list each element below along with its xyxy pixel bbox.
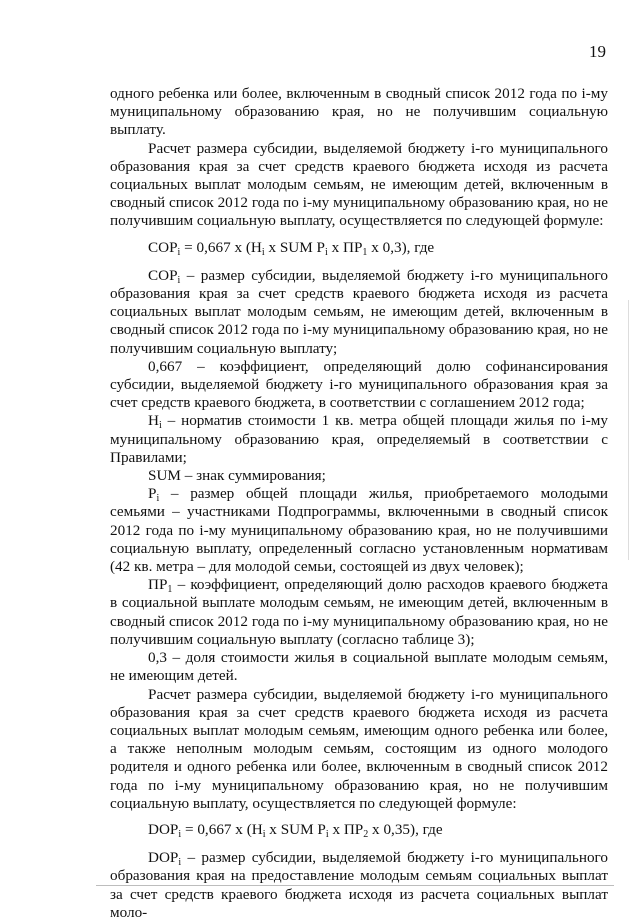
formula-dop — [110, 821, 608, 839]
definition-p — [110, 485, 608, 576]
definition-share: 0,3 – доля стоимости жилья в социальной выплате молодым семьям, не имеющим детей. — [110, 649, 608, 685]
formula-subscript: i — [178, 828, 182, 840]
formula-subscript: 2 — [363, 828, 369, 840]
scan-edge-mark — [628, 300, 629, 560]
definition-subscript: 1 — [167, 584, 173, 596]
formula-subscript: i — [325, 246, 328, 258]
formula-term: DOP — [148, 820, 179, 838]
definition-subscript: i — [156, 493, 160, 505]
definition-subscript: i — [158, 420, 162, 432]
definition-text: – размер общей площади жилья, приобретаемого молодыми семьями – участниками Подпрограммы, включенными в сводный список 2012 года по i-му муниципальному образованию края, но не получившими социальную выплату, определенный согласно установленным нормативам (42 кв. метра – для молодой семьи, состоящей из двух человек); — [110, 485, 608, 576]
paragraph-calculation-intro-1: Расчет размера субсидии, выделяемой бюджету i-го муниципального образования края за счет средств краевого бюджета исходя из расчета социальных выплат молодым семьям, не имеющим детей, включенным в сводный список 2012 года по i-му муниципальному образованию края, но не получившим социальную выплату, осуществляется по следующей формуле: — [110, 139, 608, 230]
formula-cop — [110, 239, 608, 257]
definition-symbol: P — [148, 485, 157, 503]
definition-pr1 — [110, 576, 608, 649]
formula-subscript: i — [177, 246, 181, 258]
paragraph-continuation: одного ребенка или более, включенным в сводный список 2012 года по i-му муниципальному образованию края, но не получившим социальную выплату. — [110, 85, 608, 139]
definition-symbol: DOP — [148, 849, 179, 867]
formula-term: x 0,35), где — [368, 820, 443, 838]
formula-term: x ПР — [327, 238, 363, 256]
page-number: 19 — [589, 42, 606, 61]
definition-text: – размер субсидии, выделяемой бюджету i-го муниципального образования края за счет средств краевого бюджета исходя из расчета социальных выплат молодым семьям, не имеющим детей, включенным в сводный список 2012 года по i-му муниципальному образованию края, но не получившим социальную выплату; — [110, 266, 608, 357]
formula-term: x 0,3), где — [367, 238, 435, 256]
definition-h — [110, 412, 608, 467]
definition-sum: SUM – знак суммирования; — [148, 467, 326, 485]
definition-symbol: ПР — [148, 576, 168, 594]
definition-subscript: i — [178, 857, 182, 869]
formula-term: COP — [148, 238, 178, 256]
formula-term: = 0,667 x (H — [181, 820, 263, 838]
document-body — [110, 85, 608, 922]
definition-symbol: H — [148, 412, 159, 430]
definition-subscript: i — [177, 274, 181, 286]
formula-subscript: 1 — [362, 246, 368, 258]
definition-text: – норматив стоимости 1 кв. метра общей площади жилья по i-му муниципальному образованию края, определяемый в соответствии с Правилами; — [110, 412, 608, 466]
definition-text: – коэффициент, определяющий долю расходов краевого бюджета в социальной выплате молодым семьям, не имеющим детей, включенным в сводный список 2012 года по i-му муниципальному образованию края, но не получившим социальную выплату (согласно таблице 3); — [110, 576, 608, 648]
paragraph-calculation-intro-2: Расчет размера субсидии, выделяемой бюджету i-го муниципального образования края за счет средств краевого бюджета исходя из расчета социальных выплат молодым семьям, имеющим одного ребенка или более, а также неполным молодым семьям, состоящим из одного молодого родителя и одного ребенка или более, включенным в сводный список 2012 года по i-му муниципальному образованию края, но не получившим социальную выплату, осуществляется по следующей формуле: — [110, 685, 608, 812]
formula-subscript: i — [325, 828, 329, 840]
definition-coefficient: 0,667 – коэффициент, определяющий долю софинансирования субсидии, выделяемой бюджету i-го муниципального образования края за счет средств краевого бюджета, в соответствии с соглашением 2012 года; — [110, 357, 608, 412]
formula-term: = 0,667 x (H — [180, 238, 262, 256]
page-bottom-rule — [96, 885, 614, 886]
definition-cop — [110, 267, 608, 358]
formula-term: x SUM P — [264, 238, 326, 256]
definition-text: – размер субсидии, выделяемой бюджету i-го муниципального образования края на предоставление молодым семьям социальных выплат за счет средств краевого бюджета исходя из расчета социальных выплат моло- — [110, 849, 608, 921]
formula-term: x ПР — [328, 820, 364, 838]
formula-subscript: i — [262, 828, 266, 840]
formula-term: x SUM P — [265, 820, 326, 838]
definition-symbol: COP — [148, 266, 178, 284]
formula-subscript: i — [261, 246, 265, 258]
